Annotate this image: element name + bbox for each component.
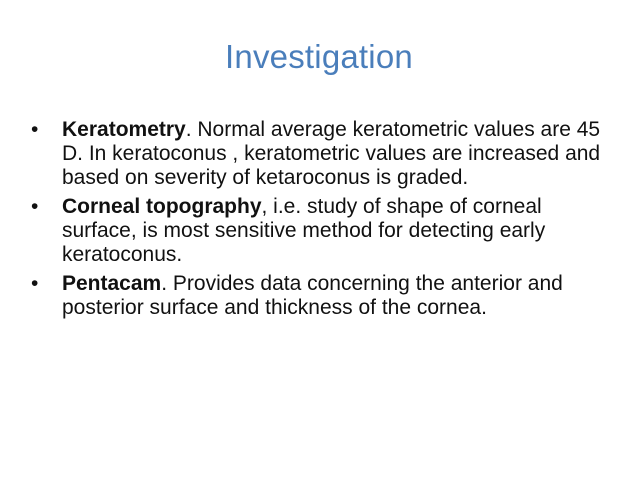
bullet-item-keratometry <box>31 118 601 190</box>
bullet-icon: • <box>31 272 39 295</box>
bullet-icon: • <box>31 195 39 218</box>
bullet-text: . Provides data concerning the anterior and posterior surface and thickness of the cornea. <box>62 272 563 319</box>
bullet-icon: • <box>31 118 39 141</box>
bullet-term: Pentacam <box>62 272 162 295</box>
bullet-list <box>31 118 601 325</box>
slide-title: Investigation <box>225 38 413 75</box>
bullet-term: Corneal topography <box>62 195 262 218</box>
bullet-term: Keratometry <box>62 118 186 141</box>
bullet-item-corneal-topography <box>31 195 601 267</box>
bullet-text: , i.e. study of shape of corneal surface, is most sensitive method for detecting early keratoconus. <box>62 195 546 266</box>
bullet-text: . Normal average keratometric values are 45 D. In keratoconus , keratometric values are increased and based on severity of ketaroconus is graded. <box>62 118 601 189</box>
bullet-item-pentacam <box>31 272 601 320</box>
